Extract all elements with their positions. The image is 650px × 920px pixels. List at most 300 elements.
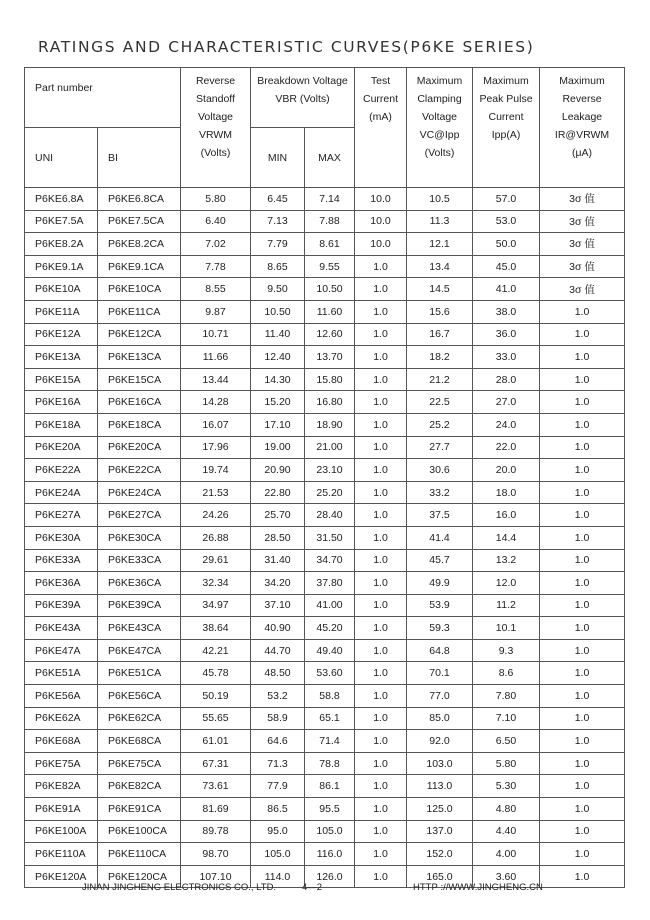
table-cell: 103.0 xyxy=(407,752,473,775)
table-cell: P6KE82CA xyxy=(98,775,181,798)
table-cell: 6.45 xyxy=(251,188,305,211)
table-cell: 12.40 xyxy=(251,346,305,369)
table-cell: 98.70 xyxy=(181,843,251,866)
table-cell: 11.40 xyxy=(251,323,305,346)
table-cell: 10.0 xyxy=(355,233,407,256)
table-cell: 1.0 xyxy=(540,413,625,436)
table-cell: 25.70 xyxy=(251,504,305,527)
table-cell: 81.69 xyxy=(181,798,251,821)
table-cell: 1.0 xyxy=(355,526,407,549)
table-cell: 1.0 xyxy=(355,798,407,821)
table-row xyxy=(25,798,625,821)
table-cell: 1.0 xyxy=(540,752,625,775)
table-cell: 15.20 xyxy=(251,391,305,414)
table-cell: 1.0 xyxy=(355,278,407,301)
table-cell: 1.0 xyxy=(540,707,625,730)
table-cell: 11.60 xyxy=(305,300,355,323)
table-cell: 27.7 xyxy=(407,436,473,459)
table-cell: 49.40 xyxy=(305,639,355,662)
table-cell: 19.00 xyxy=(251,436,305,459)
clamping-voltage-header: Maximum Clamping Voltage VC@Ipp (Volts) xyxy=(407,68,473,188)
table-cell: 8.55 xyxy=(181,278,251,301)
table-row xyxy=(25,526,625,549)
table-cell: 3σ 值 xyxy=(540,233,625,256)
table-cell: 1.0 xyxy=(355,459,407,482)
breakdown-voltage-header: Breakdown Voltage VBR (Volts) xyxy=(251,68,355,128)
footer-company: JINAN JINGHENG ELECTRONICS CO., LTD. xyxy=(82,882,277,893)
table-cell: 22.0 xyxy=(473,436,540,459)
table-cell: 23.10 xyxy=(305,459,355,482)
table-cell: 92.0 xyxy=(407,730,473,753)
table-cell: 8.61 xyxy=(305,233,355,256)
table-cell: 40.90 xyxy=(251,617,305,640)
table-cell: P6KE12CA xyxy=(98,323,181,346)
table-cell: 152.0 xyxy=(407,843,473,866)
table-cell: 7.14 xyxy=(305,188,355,211)
table-cell: P6KE75A xyxy=(25,752,98,775)
table-cell: 18.0 xyxy=(473,481,540,504)
table-cell: 21.53 xyxy=(181,481,251,504)
table-cell: 86.5 xyxy=(251,798,305,821)
table-cell: P6KE15CA xyxy=(98,368,181,391)
table-cell: P6KE9.1A xyxy=(25,255,98,278)
table-row xyxy=(25,391,625,414)
table-cell: 1.0 xyxy=(540,865,625,888)
table-cell: P6KE100A xyxy=(25,820,98,843)
peak-pulse-current-header: Maximum Peak Pulse Current Ipp(A) xyxy=(473,68,540,188)
uni-header: UNI xyxy=(25,128,98,188)
table-cell: 126.0 xyxy=(305,865,355,888)
table-cell: P6KE39A xyxy=(25,594,98,617)
table-cell: 17.10 xyxy=(251,413,305,436)
table-cell: P6KE24CA xyxy=(98,481,181,504)
table-cell: 38.64 xyxy=(181,617,251,640)
table-row xyxy=(25,323,625,346)
table-cell: 137.0 xyxy=(407,820,473,843)
table-cell: 10.5 xyxy=(407,188,473,211)
table-cell: 4.00 xyxy=(473,843,540,866)
table-cell: 13.44 xyxy=(181,368,251,391)
table-cell: P6KE7.5A xyxy=(25,210,98,233)
table-cell: P6KE30A xyxy=(25,526,98,549)
table-row xyxy=(25,278,625,301)
table-cell: 1.0 xyxy=(355,323,407,346)
table-cell: P6KE16A xyxy=(25,391,98,414)
bi-header: BI xyxy=(98,128,181,188)
table-cell: P6KE36A xyxy=(25,572,98,595)
table-cell: 22.5 xyxy=(407,391,473,414)
table-row xyxy=(25,707,625,730)
table-cell: 116.0 xyxy=(305,843,355,866)
table-cell: 41.00 xyxy=(305,594,355,617)
table-cell: 13.2 xyxy=(473,549,540,572)
table-cell: 1.0 xyxy=(355,391,407,414)
table-cell: 31.50 xyxy=(305,526,355,549)
table-row xyxy=(25,233,625,256)
table-cell: 41.4 xyxy=(407,526,473,549)
table-cell: 114.0 xyxy=(251,865,305,888)
table-cell: P6KE91CA xyxy=(98,798,181,821)
table-cell: 1.0 xyxy=(355,436,407,459)
table-cell: 20.0 xyxy=(473,459,540,482)
table-cell: 45.7 xyxy=(407,549,473,572)
table-cell: 1.0 xyxy=(540,346,625,369)
table-cell: 1.0 xyxy=(540,798,625,821)
table-row xyxy=(25,504,625,527)
table-cell: P6KE82A xyxy=(25,775,98,798)
table-cell: 1.0 xyxy=(355,775,407,798)
table-cell: 7.80 xyxy=(473,685,540,708)
table-cell: 34.97 xyxy=(181,594,251,617)
table-cell: P6KE120CA xyxy=(98,865,181,888)
table-cell: 12.0 xyxy=(473,572,540,595)
table-cell: 11.66 xyxy=(181,346,251,369)
table-cell: P6KE51CA xyxy=(98,662,181,685)
footer-page-number: 4—2 xyxy=(302,882,323,893)
table-cell: 41.0 xyxy=(473,278,540,301)
table-cell: 5.80 xyxy=(181,188,251,211)
table-row xyxy=(25,368,625,391)
table-cell: 1.0 xyxy=(355,504,407,527)
table-cell: 10.0 xyxy=(355,188,407,211)
table-cell: 1.0 xyxy=(540,526,625,549)
table-cell: 24.0 xyxy=(473,413,540,436)
table-cell: P6KE110A xyxy=(25,843,98,866)
table-cell: P6KE47A xyxy=(25,639,98,662)
table-cell: 7.10 xyxy=(473,707,540,730)
table-cell: 17.96 xyxy=(181,436,251,459)
table-cell: P6KE56CA xyxy=(98,685,181,708)
table-row xyxy=(25,188,625,211)
table-cell: 64.6 xyxy=(251,730,305,753)
table-cell: 7.78 xyxy=(181,255,251,278)
table-cell: 6.50 xyxy=(473,730,540,753)
max-header: MAX xyxy=(305,128,355,188)
table-row xyxy=(25,617,625,640)
table-row xyxy=(25,775,625,798)
table-cell: P6KE8.2CA xyxy=(98,233,181,256)
ratings-table xyxy=(24,67,625,888)
table-cell: 53.2 xyxy=(251,685,305,708)
table-cell: 105.0 xyxy=(251,843,305,866)
table-cell: P6KE10A xyxy=(25,278,98,301)
table-cell: 1.0 xyxy=(355,617,407,640)
table-cell: 65.1 xyxy=(305,707,355,730)
table-cell: 95.0 xyxy=(251,820,305,843)
table-cell: 71.3 xyxy=(251,752,305,775)
table-cell: 25.20 xyxy=(305,481,355,504)
table-cell: 20.90 xyxy=(251,459,305,482)
table-cell: 3σ 值 xyxy=(540,255,625,278)
table-cell: 49.9 xyxy=(407,572,473,595)
table-row xyxy=(25,594,625,617)
table-cell: 53.60 xyxy=(305,662,355,685)
table-cell: 78.8 xyxy=(305,752,355,775)
table-cell: P6KE68A xyxy=(25,730,98,753)
table-row xyxy=(25,662,625,685)
table-cell: 57.0 xyxy=(473,188,540,211)
table-row xyxy=(25,820,625,843)
table-cell: 1.0 xyxy=(355,255,407,278)
table-cell: 1.0 xyxy=(355,300,407,323)
table-cell: P6KE24A xyxy=(25,481,98,504)
table-cell: 86.1 xyxy=(305,775,355,798)
table-cell: 45.78 xyxy=(181,662,251,685)
table-cell: P6KE10CA xyxy=(98,278,181,301)
table-cell: 1.0 xyxy=(540,775,625,798)
table-cell: 5.30 xyxy=(473,775,540,798)
table-cell: P6KE30CA xyxy=(98,526,181,549)
table-cell: 7.79 xyxy=(251,233,305,256)
table-cell: 7.88 xyxy=(305,210,355,233)
table-cell: 45.0 xyxy=(473,255,540,278)
table-cell: 58.9 xyxy=(251,707,305,730)
table-cell: 3σ 值 xyxy=(540,188,625,211)
table-cell: P6KE110CA xyxy=(98,843,181,866)
table-cell: 1.0 xyxy=(355,820,407,843)
table-cell: 53.9 xyxy=(407,594,473,617)
table-cell: 1.0 xyxy=(355,549,407,572)
table-cell: 1.0 xyxy=(355,594,407,617)
table-cell: 67.31 xyxy=(181,752,251,775)
table-cell: 1.0 xyxy=(355,730,407,753)
table-cell: 85.0 xyxy=(407,707,473,730)
table-row xyxy=(25,459,625,482)
table-cell: 16.7 xyxy=(407,323,473,346)
footer-url: HTTP ://WWW.JINGHENG.CN xyxy=(413,882,543,893)
table-cell: 1.0 xyxy=(355,572,407,595)
table-row xyxy=(25,346,625,369)
table-cell: 9.3 xyxy=(473,639,540,662)
table-cell: 31.40 xyxy=(251,549,305,572)
reverse-leakage-header: Maximum Reverse Leakage IR@VRWM (μA) xyxy=(540,68,625,188)
table-cell: 1.0 xyxy=(540,685,625,708)
table-row xyxy=(25,413,625,436)
table-cell: 15.80 xyxy=(305,368,355,391)
table-cell: 71.4 xyxy=(305,730,355,753)
table-cell: 3σ 值 xyxy=(540,278,625,301)
table-cell: 13.4 xyxy=(407,255,473,278)
table-cell: 12.60 xyxy=(305,323,355,346)
table-cell: P6KE33A xyxy=(25,549,98,572)
table-cell: P6KE16CA xyxy=(98,391,181,414)
table-cell: 1.0 xyxy=(540,300,625,323)
table-cell: P6KE75CA xyxy=(98,752,181,775)
table-cell: 1.0 xyxy=(355,662,407,685)
table-cell: 7.02 xyxy=(181,233,251,256)
table-cell: 34.20 xyxy=(251,572,305,595)
table-cell: 1.0 xyxy=(540,368,625,391)
table-cell: 14.28 xyxy=(181,391,251,414)
table-cell: 16.0 xyxy=(473,504,540,527)
table-cell: 12.1 xyxy=(407,233,473,256)
table-cell: P6KE27A xyxy=(25,504,98,527)
table-cell: P6KE62CA xyxy=(98,707,181,730)
table-cell: 1.0 xyxy=(540,481,625,504)
table-cell: P6KE20A xyxy=(25,436,98,459)
table-cell: 77.0 xyxy=(407,685,473,708)
table-cell: P6KE100CA xyxy=(98,820,181,843)
table-cell: 1.0 xyxy=(355,639,407,662)
table-cell: 27.0 xyxy=(473,391,540,414)
table-cell: 1.0 xyxy=(355,843,407,866)
table-cell: P6KE6.8A xyxy=(25,188,98,211)
table-cell: 34.70 xyxy=(305,549,355,572)
table-row xyxy=(25,572,625,595)
table-cell: 64.8 xyxy=(407,639,473,662)
table-cell: 10.0 xyxy=(355,210,407,233)
table-cell: 10.50 xyxy=(305,278,355,301)
table-cell: P6KE62A xyxy=(25,707,98,730)
table-cell: 19.74 xyxy=(181,459,251,482)
table-cell: P6KE91A xyxy=(25,798,98,821)
table-cell: 53.0 xyxy=(473,210,540,233)
table-cell: 1.0 xyxy=(540,820,625,843)
table-cell: 24.26 xyxy=(181,504,251,527)
table-cell: 1.0 xyxy=(355,368,407,391)
table-cell: 77.9 xyxy=(251,775,305,798)
table-cell: P6KE43A xyxy=(25,617,98,640)
table-cell: 7.13 xyxy=(251,210,305,233)
table-cell: 37.10 xyxy=(251,594,305,617)
table-cell: 9.55 xyxy=(305,255,355,278)
table-cell: 1.0 xyxy=(540,843,625,866)
table-cell: 16.07 xyxy=(181,413,251,436)
table-cell: P6KE22A xyxy=(25,459,98,482)
table-cell: 38.0 xyxy=(473,300,540,323)
table-cell: P6KE9.1CA xyxy=(98,255,181,278)
table-cell: P6KE120A xyxy=(25,865,98,888)
table-cell: 15.6 xyxy=(407,300,473,323)
table-cell: 165.0 xyxy=(407,865,473,888)
table-cell: P6KE12A xyxy=(25,323,98,346)
table-cell: P6KE39CA xyxy=(98,594,181,617)
table-cell: P6KE47CA xyxy=(98,639,181,662)
table-cell: 73.61 xyxy=(181,775,251,798)
table-cell: P6KE68CA xyxy=(98,730,181,753)
table-cell: 18.90 xyxy=(305,413,355,436)
part-number-header: Part number xyxy=(25,68,181,128)
table-cell: 1.0 xyxy=(540,594,625,617)
standoff-voltage-header: Reverse Standoff Voltage VRWM (Volts) xyxy=(181,68,251,188)
table-cell: 6.40 xyxy=(181,210,251,233)
table-cell: 1.0 xyxy=(540,730,625,753)
table-cell: 26.88 xyxy=(181,526,251,549)
table-cell: 28.50 xyxy=(251,526,305,549)
table-row xyxy=(25,549,625,572)
table-row xyxy=(25,481,625,504)
table-cell: 10.50 xyxy=(251,300,305,323)
table-cell: 59.3 xyxy=(407,617,473,640)
table-cell: 29.61 xyxy=(181,549,251,572)
table-row xyxy=(25,639,625,662)
table-cell: 113.0 xyxy=(407,775,473,798)
table-cell: P6KE7.5CA xyxy=(98,210,181,233)
table-cell: 1.0 xyxy=(540,459,625,482)
table-cell: 55.65 xyxy=(181,707,251,730)
table-cell: 30.6 xyxy=(407,459,473,482)
table-cell: P6KE8.2A xyxy=(25,233,98,256)
table-cell: 8.6 xyxy=(473,662,540,685)
table-cell: P6KE6.8CA xyxy=(98,188,181,211)
table-cell: 21.00 xyxy=(305,436,355,459)
table-cell: P6KE20CA xyxy=(98,436,181,459)
table-row xyxy=(25,843,625,866)
table-cell: 11.3 xyxy=(407,210,473,233)
table-cell: P6KE43CA xyxy=(98,617,181,640)
table-cell: 22.80 xyxy=(251,481,305,504)
table-cell: 28.40 xyxy=(305,504,355,527)
table-cell: 58.8 xyxy=(305,685,355,708)
table-cell: 48.50 xyxy=(251,662,305,685)
page-title: RATINGS AND CHARACTERISTIC CURVES(P6KE SERIES) xyxy=(38,38,535,56)
table-cell: 95.5 xyxy=(305,798,355,821)
table-cell: 61.01 xyxy=(181,730,251,753)
table-cell: 1.0 xyxy=(355,865,407,888)
table-cell: 16.80 xyxy=(305,391,355,414)
table-row xyxy=(25,255,625,278)
table-cell: 1.0 xyxy=(540,391,625,414)
table-cell: P6KE33CA xyxy=(98,549,181,572)
table-cell: 28.0 xyxy=(473,368,540,391)
table-cell: 1.0 xyxy=(355,481,407,504)
table-cell: 50.19 xyxy=(181,685,251,708)
table-row xyxy=(25,436,625,459)
table-cell: 1.0 xyxy=(540,572,625,595)
table-cell: 25.2 xyxy=(407,413,473,436)
table-cell: 3.60 xyxy=(473,865,540,888)
table-cell: P6KE36CA xyxy=(98,572,181,595)
table-cell: 1.0 xyxy=(540,549,625,572)
table-cell: P6KE15A xyxy=(25,368,98,391)
table-cell: 125.0 xyxy=(407,798,473,821)
table-cell: 4.80 xyxy=(473,798,540,821)
ratings-table-body xyxy=(25,188,625,888)
table-cell: 70.1 xyxy=(407,662,473,685)
table-cell: 1.0 xyxy=(355,707,407,730)
table-cell: P6KE27CA xyxy=(98,504,181,527)
table-cell: 14.5 xyxy=(407,278,473,301)
table-cell: 14.30 xyxy=(251,368,305,391)
table-cell: 37.5 xyxy=(407,504,473,527)
table-cell: 89.78 xyxy=(181,820,251,843)
table-cell: 36.0 xyxy=(473,323,540,346)
table-cell: 32.34 xyxy=(181,572,251,595)
table-cell: 1.0 xyxy=(540,662,625,685)
table-cell: 105.0 xyxy=(305,820,355,843)
table-cell: P6KE22CA xyxy=(98,459,181,482)
table-cell: 5.80 xyxy=(473,752,540,775)
table-cell: 1.0 xyxy=(540,323,625,346)
min-header: MIN xyxy=(251,128,305,188)
table-cell: 9.50 xyxy=(251,278,305,301)
table-cell: P6KE18A xyxy=(25,413,98,436)
table-cell: P6KE11CA xyxy=(98,300,181,323)
table-cell: P6KE11A xyxy=(25,300,98,323)
table-cell: P6KE13CA xyxy=(98,346,181,369)
table-cell: P6KE51A xyxy=(25,662,98,685)
table-cell: 8.65 xyxy=(251,255,305,278)
table-cell: 14.4 xyxy=(473,526,540,549)
table-cell: 18.2 xyxy=(407,346,473,369)
table-cell: P6KE56A xyxy=(25,685,98,708)
table-row xyxy=(25,685,625,708)
table-cell: 33.2 xyxy=(407,481,473,504)
table-cell: 21.2 xyxy=(407,368,473,391)
table-row xyxy=(25,730,625,753)
table-cell: 3σ 值 xyxy=(540,210,625,233)
table-cell: 1.0 xyxy=(355,346,407,369)
